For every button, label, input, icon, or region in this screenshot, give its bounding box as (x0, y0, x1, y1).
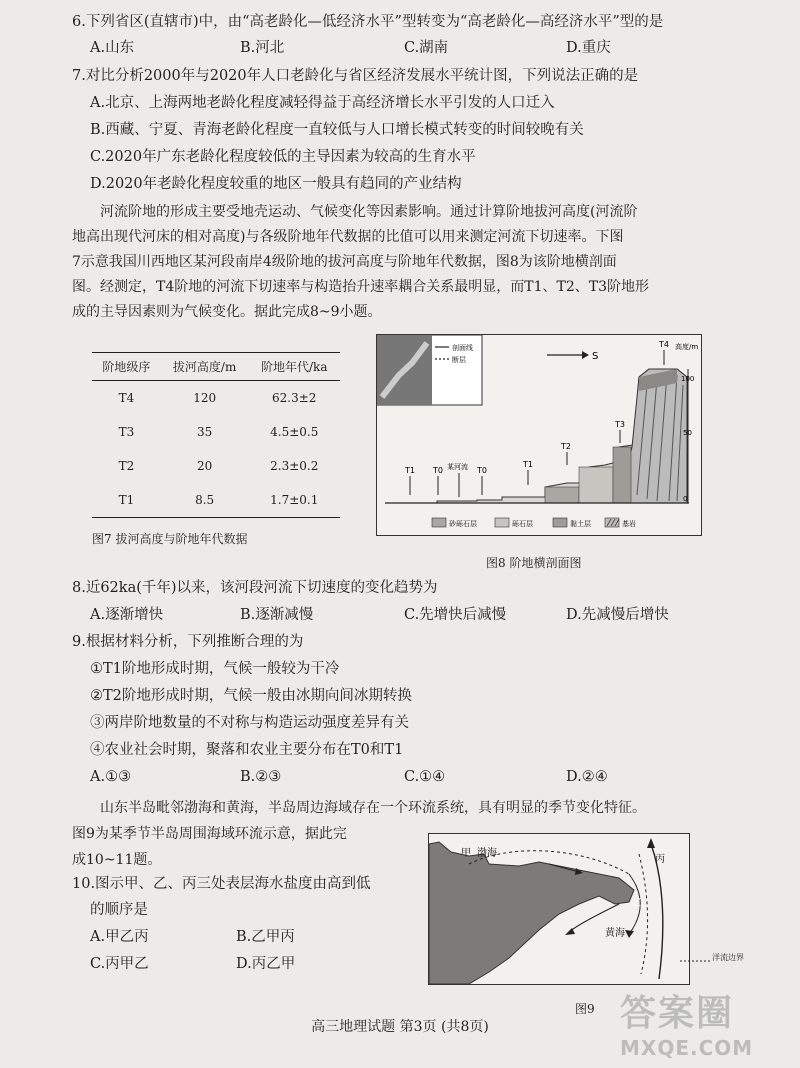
table-row (92, 449, 340, 483)
fig8-axis-unit: 高度/m (675, 343, 699, 351)
table-cell: 120 (193, 391, 217, 405)
fig8-arrowhead-icon (582, 351, 589, 359)
table-row (92, 483, 340, 518)
fig7-table (92, 352, 340, 518)
fig9-label-yi: 乙 (633, 898, 643, 909)
q7-option-b[interactable]: B.西藏、宁夏、青海老龄化程度一直较低与人口增长模式转变的时间较晚有关 (90, 122, 584, 138)
q9-option-a[interactable]: A.①③ (90, 769, 132, 785)
fig9-current-boundary (639, 854, 648, 974)
fig8-tick-50: 50 (683, 429, 692, 437)
q9-item-2: ②T2阶地形成时期，气候一般由冰期向间冰期转换 (90, 688, 412, 704)
q7-stem: 7.对比分析2000年与2020年人口老龄化与省区经济发展水平统计图，下列说法正确的是 (72, 68, 639, 84)
gravel-legend-icon (495, 518, 509, 527)
fig8-label-t1-right: T1 (523, 460, 533, 469)
fig8-label-t0-right: T0 (477, 466, 487, 475)
fig9-caption: 图9 (575, 1002, 595, 1016)
fig9-land (429, 842, 634, 984)
fig9-arrowhead-icon (647, 838, 655, 848)
fig8-label-t0-left: T0 (433, 466, 443, 475)
q10-stem-1: 10.图示甲、乙、丙三处表层海水盐度由高到低 (72, 876, 371, 892)
q6-option-b[interactable]: B.河北 (240, 40, 285, 56)
fig8-direction-label: S (592, 351, 599, 362)
table-cell: T2 (118, 459, 135, 473)
q10-option-c[interactable]: C.丙甲乙 (90, 956, 149, 972)
q9-option-d[interactable]: D.②④ (566, 769, 608, 785)
q9-option-c[interactable]: C.①④ (404, 769, 446, 785)
material1-line-1: 河流阶地的形成主要受地壳运动、气候变化等因素影响。通过计算阶地拔河高度(河流阶 (100, 204, 638, 220)
fig9-map (428, 833, 690, 985)
fig8-label-t4: T4 (659, 340, 669, 349)
fig9-arrowhead-icon (625, 930, 634, 938)
watermark-brand: 答案圈 (620, 993, 735, 1034)
fig8-inset-legend-1: 剖面线 (452, 344, 473, 352)
material1-line-3: 7示意我国川西地区某河段南岸4级阶地的拔河高度与阶地年代数据，图8为该阶地横剖面 (72, 254, 617, 270)
fig7-header-row (92, 353, 340, 381)
fig9-label-jia: 甲 (461, 848, 471, 859)
fig7-header: 阶地级序 (92, 353, 161, 381)
fig8-legend-4: 基岩 (622, 520, 636, 528)
table-cell: 8.5 (161, 483, 249, 518)
table-cell: 4.5±0.5 (270, 425, 319, 439)
fig8-label-t2: T2 (561, 442, 571, 451)
table-row (92, 415, 340, 449)
fig7-header: 阶地年代/ka (249, 353, 341, 381)
table-cell: 20 (197, 459, 213, 473)
q6-option-a[interactable]: A.山东 (90, 40, 135, 56)
table-cell: T4 (118, 391, 135, 405)
table-cell: 2.3±0.2 (270, 459, 319, 473)
table-cell: 35 (197, 425, 213, 439)
watermark-site: MXQE.COM (620, 1036, 754, 1060)
q6-option-d[interactable]: D.重庆 (566, 40, 611, 56)
fig8-legend-3: 黏土层 (570, 520, 591, 528)
q8-option-c[interactable]: C.先增快后减慢 (404, 607, 507, 623)
fig9-legend-line-icon (680, 958, 710, 964)
fig8-layer-t2 (579, 467, 613, 503)
material1-line-4: 图。经测定，T4阶地的河流下切速率与构造抬升速率耦合关系最明显，而T1、T2、T3阶地形 (72, 279, 649, 295)
fig8-layer-t3 (613, 447, 631, 503)
q9-option-b[interactable]: B.②③ (240, 769, 282, 785)
q10-stem-2: 的顺序是 (90, 902, 148, 918)
q9-item-1: ①T1阶地形成时期，气候一般较为干冷 (90, 661, 340, 677)
table-row (92, 381, 340, 416)
fig7-caption: 图7 拔河高度与阶地年代数据 (92, 532, 248, 546)
q10-option-d[interactable]: D.丙乙甲 (236, 956, 296, 972)
q6-stem: 6.下列省区(直辖市)中，由“高老龄化—低经济水平”型转变为“高老龄化—高经济水平”型的是 (72, 14, 664, 30)
q8-option-a[interactable]: A.逐渐增快 (90, 607, 164, 623)
table-cell: T3 (118, 425, 135, 439)
fig9-label-huanghai: 黄海 (605, 928, 625, 939)
q10-option-b[interactable]: B.乙甲丙 (236, 929, 295, 945)
material1-line-2: 地高出现代河床的相对高度)与各级阶地年代数据的比值可以用来测定河流下切速率。下图 (72, 229, 624, 245)
q6-option-c[interactable]: C.湖南 (404, 40, 449, 56)
fig9-label-bohai: 渤海 (477, 848, 497, 859)
watermark-logo (620, 985, 753, 1060)
fig9-legend-text: 洋流边界 (712, 953, 744, 962)
q9-stem: 9.根据材料分析，下列推断合理的为 (72, 634, 304, 650)
q7-option-c[interactable]: C.2020年广东老龄化程度较低的主导因素为较高的生育水平 (90, 149, 476, 165)
fig8-cross-section (376, 334, 702, 536)
fig8-label-t1-left: T1 (405, 466, 415, 475)
fig8-tick-0: 0 (683, 495, 688, 503)
fig8-legend-1: 砂砾石层 (449, 520, 477, 528)
material2-line-2: 图9为某季节半岛周围海域环流示意，据此完 (72, 826, 347, 842)
fig8-inset-legend-2: 断层 (452, 356, 466, 364)
fig7-header: 拔河高度/m (161, 353, 249, 381)
page-footer: 高三地理试题 第3页 (共8页) (311, 1019, 489, 1035)
fig8-label-t3: T3 (615, 420, 625, 429)
table-cell: T1 (92, 483, 161, 518)
q8-stem: 8.近62ka(千年)以来，该河段河流下切速度的变化趋势为 (72, 580, 438, 596)
fig8-layer-t1 (545, 487, 579, 503)
q7-option-d[interactable]: D.2020年老龄化程度较重的地区一般具有趋同的产业结构 (90, 176, 462, 192)
q7-option-a[interactable]: A.北京、上海两地老龄化程度减轻得益于高经济增长水平引发的人口迁入 (90, 95, 555, 111)
q8-option-b[interactable]: B.逐渐减慢 (240, 607, 314, 623)
clay-legend-icon (553, 518, 567, 527)
fig8-caption: 图8 阶地横剖面图 (486, 556, 582, 570)
gravel-sand-legend-icon (432, 518, 446, 527)
material2-line-1: 山东半岛毗邻渤海和黄海，半岛周边海域存在一个环流系统，具有明显的季节变化特征。 (100, 800, 646, 816)
table-cell: 62.3±2 (272, 391, 317, 405)
q10-option-a[interactable]: A.甲乙丙 (90, 929, 149, 945)
material2-line-3: 成10~11题。 (72, 852, 162, 868)
fig8-tick-100: 100 (681, 375, 695, 383)
fig9-svg (429, 834, 689, 984)
fig8-label-river: 某河流 (447, 463, 468, 471)
table-cell: 1.7±0.1 (249, 483, 341, 518)
material1-line-5: 成的主导因素则为气候变化。据此完成8~9小题。 (72, 304, 382, 320)
q8-option-d[interactable]: D.先减慢后增快 (566, 607, 669, 623)
q9-item-3: ③两岸阶地数量的不对称与构造运动强度差异有关 (90, 715, 409, 731)
fig8-svg (377, 335, 701, 535)
fig9-label-bing: 丙 (655, 854, 665, 865)
fig8-legend-2: 砾石层 (512, 520, 533, 528)
q9-item-4: ④农业社会时期，聚落和农业主要分布在T0和T1 (90, 742, 404, 758)
